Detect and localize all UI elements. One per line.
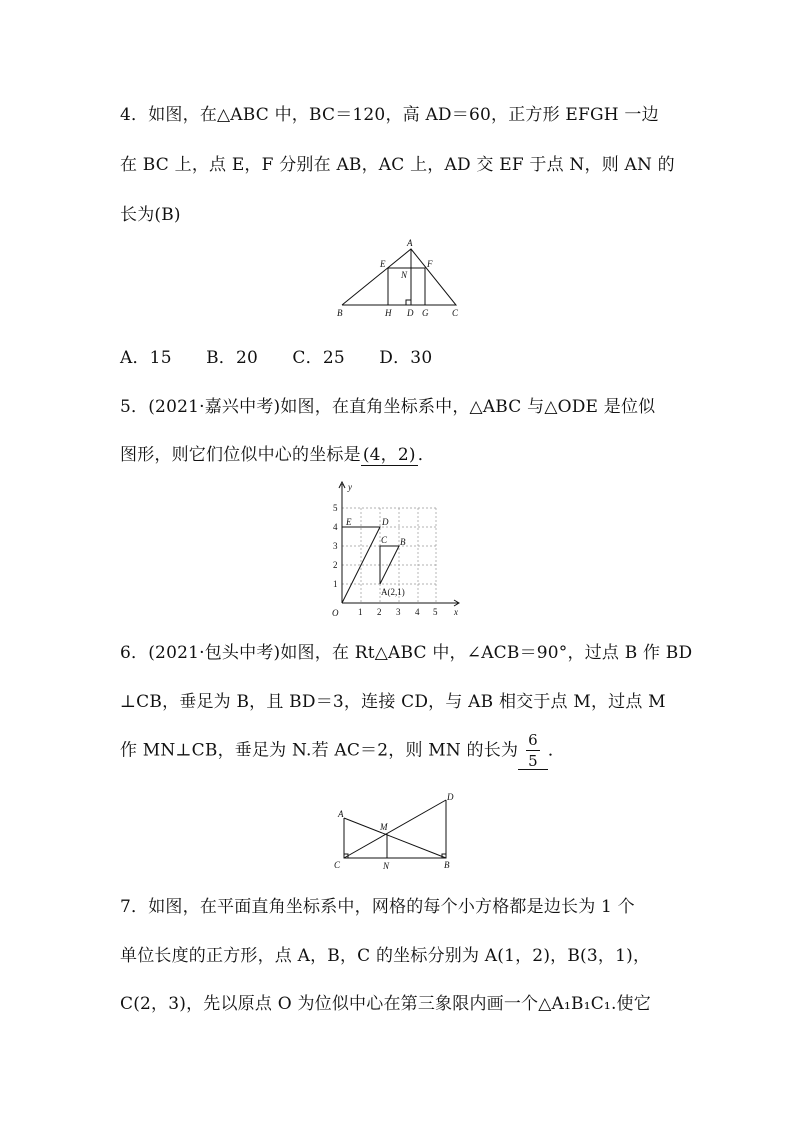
q5-label-d: D [382,517,389,527]
q5-coordinate-figure [328,478,468,618]
q5-xtick-5: 5 [433,607,438,617]
q4-line1: 4．如图，在△ABC 中，BC＝120，高 AD＝60，正方形 EFGH 一边 [120,105,659,125]
q4-label-c: C [452,308,459,318]
q7-line2: 单位长度的正方形，点 A，B，C 的坐标分别为 A(1，2)，B(3，1)， [120,946,651,966]
q5-line1: 5．(2021·嘉兴中考)如图，在直角坐标系中，△ABC 与△ODE 是位似 [120,397,656,417]
q7-line1: 7．如图，在平面直角坐标系中，网格的每个小方格都是边长为 1 个 [120,897,635,917]
q4-label-f: F [427,259,433,269]
q5-ytick-4: 4 [333,522,338,532]
q4-line3: 长为(B) [120,205,181,225]
q4-label-b: B [337,308,343,318]
q5-label-e: E [346,517,352,527]
q5-label-c: C [381,535,388,545]
q5-line2-suffix: ． [417,445,435,465]
q4-options: A．15 B．20 C．25 D．30 [120,348,433,368]
q6-label-m: M [380,822,388,832]
q6-label-d: D [447,792,454,802]
q6-figure [330,788,465,872]
q4-label-g: G [422,308,429,318]
q7-line3: C(2，3)，先以原点 O 为位似中心在第三象限内画一个△A₁B₁C₁.使它 [120,994,651,1014]
q4-label-h: H [385,308,392,318]
q5-xtick-3: 3 [396,607,401,617]
q4-label-a: A [407,238,413,248]
q6-line1: 6．(2021·包头中考)如图，在 Rt△ABC 中，∠ACB＝90°，过点 B 作 BD [120,643,693,663]
q6-line3 [120,733,565,770]
q4-label-n: N [401,270,408,280]
q5-label-b: B [400,537,406,547]
q5-answer: (4，2) [361,440,418,466]
q5-xtick-4: 4 [415,607,420,617]
q6-answer [518,733,548,770]
q4-line2: 在 BC 上，点 E，F 分别在 AB，AC 上，AD 交 EF 于点 N，则 AN 的 [120,155,675,175]
q6-line3-text: 作 MN⊥CB，垂足为 N.若 AC＝2，则 MN 的长为 [120,740,519,761]
q5-line2 [120,440,435,466]
q6-label-a: A [338,809,344,819]
q6-line3-suffix: ． [547,740,566,761]
q6-answer-denominator: 5 [528,752,538,770]
q5-ytick-2: 2 [333,560,338,570]
q5-ytick-5: 5 [333,503,338,513]
q4-label-e: E [380,259,386,269]
q6-label-n: N [383,861,390,871]
q6-answer-numerator: 6 [528,731,538,749]
q6-line2: ⊥CB，垂足为 B，且 BD＝3，连接 CD，与 AB 相交于点 M，过点 M [120,692,666,712]
q6-label-b: B [444,860,450,870]
q5-label-a: A(2,1) [381,587,405,597]
q5-ytick-3: 3 [333,541,338,551]
q5-xtick-2: 2 [377,607,382,617]
q5-ytick-1: 1 [333,579,338,589]
q5-label-y: y [348,482,352,492]
q5-xtick-1: 1 [358,607,363,617]
q5-line2-text: 图形，则它们位似中心的坐标是 [120,445,361,465]
q5-label-o: O [332,608,339,618]
q4-label-d: D [407,308,414,318]
q4-triangle-figure [330,235,470,320]
q6-label-c: C [334,860,341,870]
q5-label-x: x [454,607,458,617]
